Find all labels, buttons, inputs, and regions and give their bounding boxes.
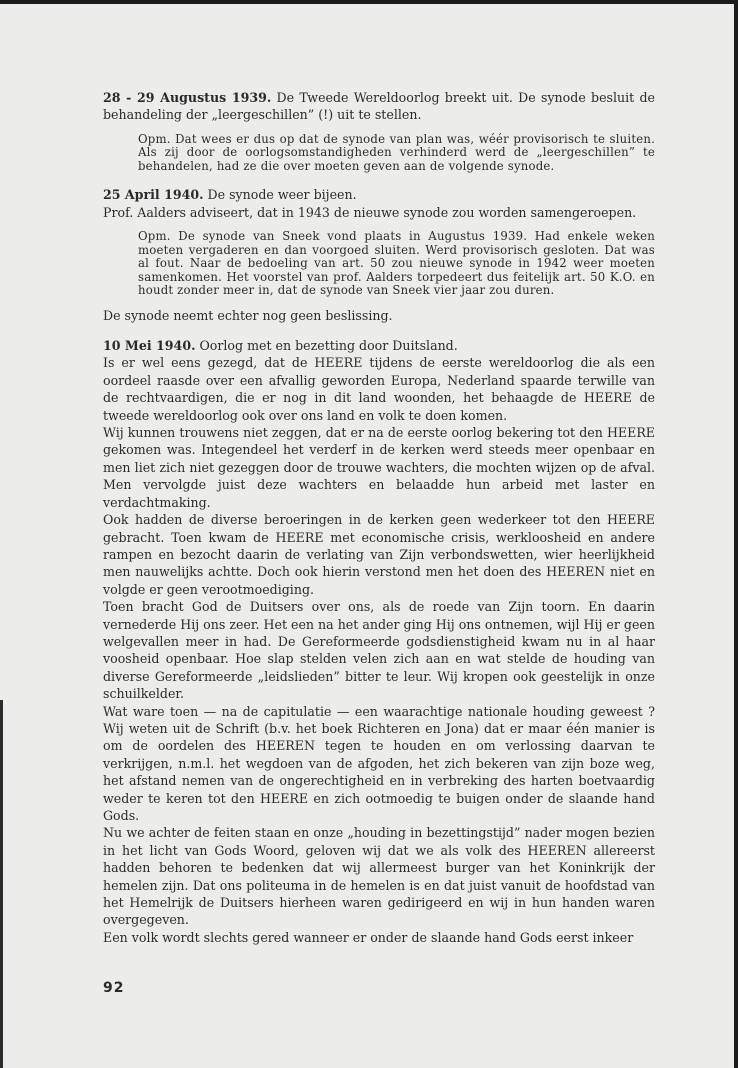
scan-top-border	[0, 0, 738, 4]
entry-text-aalders: Prof. Aalders adviseert, dat in 1943 de nieuwe synode zou worden samengeroepen.	[103, 204, 637, 220]
paragraph: Wat ware toen — na de capitulatie — een waarachtige nationale houding geweest ? Wij weten uit de Schrift (b.v. het boek Richteren en Jona) dat er maar één manier is om de oordelen des HEEREN tegen te houden en om verlossing daarvan te verkrijgen, n.m.l. het wegdoen van de afgoden, het zich bekeren van zijn boze weg, het afstand nemen van de ongerechtigheid en in verbreking des harten boetvaardig weder te keren tot den HEERE en zich ootmoedig te buigen onder de slaande hand Gods.	[103, 703, 655, 823]
entry-text: De synode weer bijeen.	[203, 187, 357, 203]
page-body	[103, 89, 655, 946]
entry-text: De Tweede Wereldoorlog breekt uit. De synode besluit de behandeling der „leergeschillen” (!) uit te stellen.	[103, 90, 655, 123]
paragraph: Een volk wordt slechts gered wanneer er onder de slaande hand Gods eerst inkeer	[103, 929, 634, 945]
paragraph: Nu we achter de feiten staan en onze „houding in bezettingstijd” nader mogen bezien in het licht van Gods Woord, geloven wij dat we als volk des HEEREN allereerst hadden behoren te bedenken dat wij allermeest burger van het Koninkrijk der hemelen zijn. Dat ons politeuma in de hemelen is en dat juist vanuit de hoofdstad van het Hemelrijk de Duitsers hierheen waren gedirigeerd en wij in hun handen waren overgegeven.	[103, 825, 655, 928]
entry-text: Oorlog met en bezetting door Duitsland.	[195, 338, 458, 354]
scan-right-border	[734, 0, 738, 1068]
entry-text-decision: De synode neemt echter nog geen beslissing.	[103, 307, 393, 323]
paragraph: Toen bracht God de Duitsers over ons, als de roede van Zijn toorn. En daarin vernederde Hij ons zeer. Het een na het ander ging Hij ons ontnemen, wijl Hij er geen welgevallen meer in had. De Gereformeerde godsdienstigheid kwam nu in al haar voosheid openbaar. Hoe slap stelden velen zich aan en wat stelde de houding van diverse Gereformeerde „leidslieden” bitter te leur. Wij kropen ook geestelijk in onze schuilkelder.	[103, 599, 655, 702]
note-1939: Opm. Dat wees er dus op dat de synode van plan was, wéér provisorisch te sluiten. Als zij door de oorlogsomstandigheden verhinderd werd de „leergeschillen” te behandelen, had ze die over moeten geven aan de volgende synode.	[138, 131, 655, 173]
entry-date: 28 - 29 Augustus 1939.	[103, 90, 272, 105]
entry-date: 25 April 1940.	[103, 187, 204, 203]
entry-date: 10 Mei 1940.	[103, 338, 196, 354]
entry-1940-may	[103, 337, 655, 354]
entry-1940-apr	[103, 186, 655, 203]
scan-left-edge	[0, 700, 3, 1068]
entry-1939-aug	[103, 89, 655, 124]
paragraph: Is er wel eens gezegd, dat de HEERE tijdens de eerste wereldoorlog die als een oordeel raasde over een afvallig geworden Europa, Nederland spaarde terwille van de rechtvaardigen, die er nog in dit land woonden, het behaagde de HEERE de tweede wereldoorlog ook over ons land en volk te doen komen.	[103, 355, 655, 423]
paragraph: Wij kunnen trouwens niet zeggen, dat er na de eerste oorlog bekering tot den HEERE gekomen was. Integendeel het verderf in de kerken werd steeds meer openbaar en men liet zich niet gezeggen door de trouwe wachters, die mochten wijzen op de afval. Men vervolgde juist deze wachters en belaadde hun arbeid met laster en verdachtmaking.	[103, 425, 655, 510]
note-1940: Opm. De synode van Sneek vond plaats in Augustus 1939. Had enkele weken moeten vergaderen en dan voorgoed sluiten. Werd provisorisch gesloten. Dat was al fout. Naar de bedoeling van art. 50 zou nieuwe synode in 1942 weer moeten samenkomen. Het voorstel van prof. Aalders torpedeert dus feitelijk art. 50 K.O. en houdt zonder meer in, dat de synode van Sneek vier jaar zou duren.	[138, 229, 655, 298]
page-number: 92	[103, 980, 125, 996]
paragraph: Ook hadden de diverse beroeringen in de kerken geen wederkeer tot den HEERE gebracht. Toen kwam de HEERE met economische crisis, werkloosheid en andere rampen en bezocht daarin de verlating van Zijn verbondswetten, wier heerlijkheid men nauwelijks achtte. Doch ook hierin verstond men het doen des HEEREN niet en volgde er geen verootmoediging.	[103, 512, 655, 597]
